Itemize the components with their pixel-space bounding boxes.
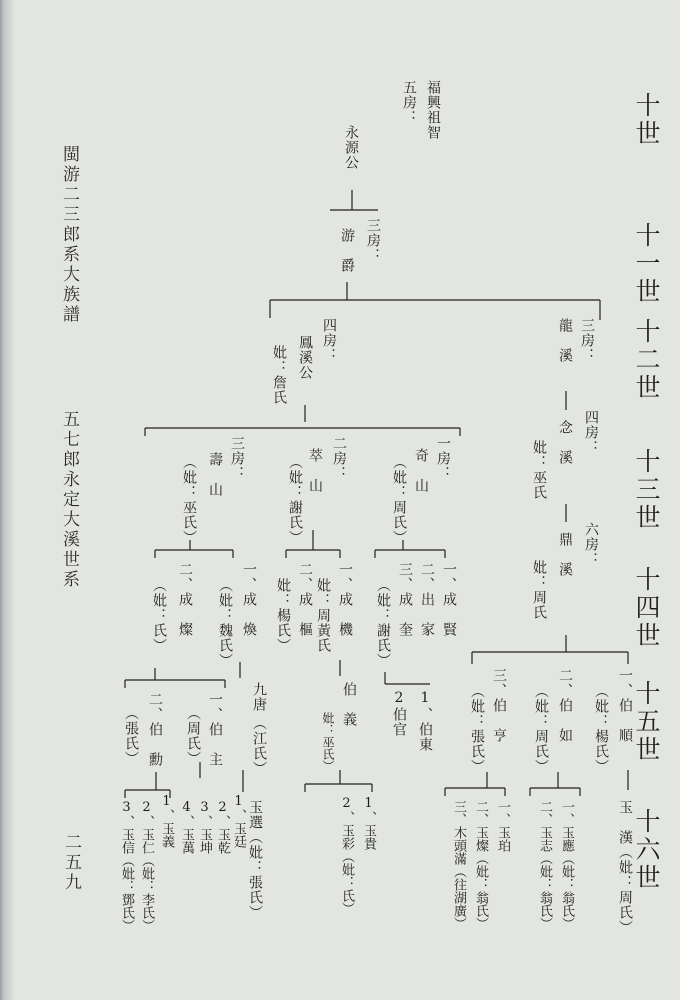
g10-name: 永源公 bbox=[343, 125, 359, 170]
generation-label-15: 十五世 bbox=[632, 680, 661, 764]
g11-branch-tag: 三房： bbox=[365, 218, 381, 263]
g10-branch-tag: 五房： bbox=[401, 80, 417, 125]
g15-boheng-wife: （妣：張氏） bbox=[469, 684, 485, 774]
book-title: 閩游二三郎系大族譜 bbox=[59, 145, 79, 325]
generation-label-10: 十世 bbox=[632, 92, 661, 148]
generation-label-12: 十二世 bbox=[632, 318, 661, 402]
g12-longxi-tag: 三房： bbox=[579, 318, 595, 363]
g14-chenghuan-wife: （妣：魏氏） bbox=[217, 578, 233, 668]
g13-cuishan-tag: 二房： bbox=[331, 436, 347, 481]
g16-mutouman: 三、木頭滿（往湖廣） bbox=[451, 800, 466, 930]
g14-chujia-name: 二、出 家 bbox=[419, 562, 435, 637]
g16-yuxin: 3、玉信（妣：鄧氏） bbox=[119, 800, 134, 932]
generation-label-13: 十三世 bbox=[632, 448, 661, 532]
g16-yucai: 2、玉彩（妣：氏） bbox=[339, 796, 354, 915]
lineage-subtitle: 五七郎永定大溪世系 bbox=[59, 410, 79, 590]
g15-jiutang-wife: （江氏） bbox=[251, 716, 267, 776]
g15-boguan-name: 2伯官 bbox=[391, 690, 407, 737]
g13-shoushan-wife: （妣：巫氏） bbox=[181, 455, 197, 545]
g16-yucan: 二、玉燦（妣：翁氏） bbox=[473, 800, 488, 930]
g15-bozhu-name: 一、伯 主 bbox=[207, 692, 223, 767]
g15-bodong-name: 1、伯東 bbox=[417, 690, 433, 752]
g16-yupo: 一、玉珀 bbox=[495, 800, 510, 852]
g15-boxun-name: 二、伯 勳 bbox=[147, 692, 163, 767]
g15-boru-name: 二、伯 如 bbox=[557, 668, 573, 743]
g13-nianxi-wife: 妣：巫氏 bbox=[531, 440, 547, 500]
g14-chenghuan-name: 一、成 煥 bbox=[241, 562, 257, 637]
g15-bozhu-wife: （周氏） bbox=[185, 706, 201, 766]
g15-boxun-wife: （張氏） bbox=[123, 706, 139, 766]
generation-label-11: 十一世 bbox=[632, 222, 661, 306]
g16-yuqian: 2、玉乾 bbox=[215, 800, 230, 854]
g14-chengkui-wife: （妣：謝氏） bbox=[375, 578, 391, 668]
g16-yuying: 一、玉應（妣：翁氏） bbox=[559, 800, 574, 930]
g15-boshun-name: 一、伯 順 bbox=[617, 668, 633, 743]
g16-yuhan: 玉 漢（妣：周氏） bbox=[617, 800, 633, 935]
g10-ancestor-line1: 福興祖智 bbox=[425, 80, 441, 140]
g13-qishan-wife: （妣：周氏） bbox=[391, 455, 407, 545]
g14-chengshu-wife: 妣：楊氏） bbox=[275, 578, 291, 653]
g16-yuyi: 1、玉義 bbox=[159, 794, 174, 848]
g16-yuxuan: 玉選（妣：張氏） bbox=[247, 800, 263, 920]
g16-yuren: 2、玉仁（妣：李氏） bbox=[139, 800, 154, 932]
g15-boyi-name: 伯 義 bbox=[341, 682, 357, 727]
g13-cuishan-wife: （妣：謝氏） bbox=[287, 455, 303, 545]
g14-chengkui-name: 三、成 奎 bbox=[397, 562, 413, 637]
generation-label-16: 十六世 bbox=[632, 808, 661, 892]
g16-yukun: 3、玉坤 bbox=[197, 800, 212, 854]
g15-boyi-wife: 妣：巫氏） bbox=[321, 712, 335, 772]
g14-chengcan-wife: （妣：氏） bbox=[151, 578, 167, 653]
g11-name: 游 爵 bbox=[339, 228, 355, 273]
g14-chengxian-name: 一、成 賢 bbox=[441, 562, 457, 637]
g14-dingxi-wife: 妣：周氏 bbox=[531, 560, 547, 620]
g14-chengji-name: 一、成 機 bbox=[337, 562, 353, 637]
g13-qishan-name: 奇 山 bbox=[413, 448, 429, 493]
g15-boshun-wife: （妣：楊氏） bbox=[593, 684, 609, 774]
g16-yugui: 1、玉貴 bbox=[361, 796, 376, 850]
g14-chengshu-name: 二、成 樞 bbox=[297, 562, 313, 637]
g12-fengxi-wife: 妣：詹氏 bbox=[271, 345, 287, 405]
g16-yuzhi: 二、玉志（妣：翁氏） bbox=[537, 800, 552, 930]
g14-dingxi-name: 鼎 溪 bbox=[557, 532, 573, 577]
g12-longxi-name: 龍 溪 bbox=[557, 318, 573, 363]
g14-chengji-wife: 妣：周黃氏 bbox=[315, 578, 331, 653]
g16-yuwan: 4、玉萬 bbox=[179, 800, 194, 854]
g14-chengcan-name: 二、成 燦 bbox=[177, 562, 193, 637]
g13-nianxi-name: 念 溪 bbox=[557, 420, 573, 465]
g16-yuting: 1、玉廷 bbox=[231, 794, 246, 848]
g13-shoushan-tag: 三房： bbox=[229, 436, 245, 481]
g13-qishan-tag: 一房： bbox=[435, 436, 451, 481]
g13-nianxi-tag: 四房： bbox=[583, 410, 599, 455]
g12-fengxi-tag: 四房： bbox=[321, 318, 337, 363]
page-number: 二五九 bbox=[61, 833, 81, 893]
g15-boru-wife: （妣：周氏） bbox=[533, 684, 549, 774]
g12-fengxi-name: 鳳溪公 bbox=[297, 335, 313, 380]
generation-label-14: 十四世 bbox=[632, 566, 661, 650]
g15-jiutang-name: 九唐 bbox=[251, 682, 267, 712]
g13-shoushan-name: 壽 山 bbox=[207, 452, 223, 497]
g15-boheng-name: 三、伯 亨 bbox=[491, 668, 507, 743]
g14-dingxi-tag: 六房： bbox=[583, 522, 599, 567]
g13-cuishan-name: 萃 山 bbox=[307, 448, 323, 493]
